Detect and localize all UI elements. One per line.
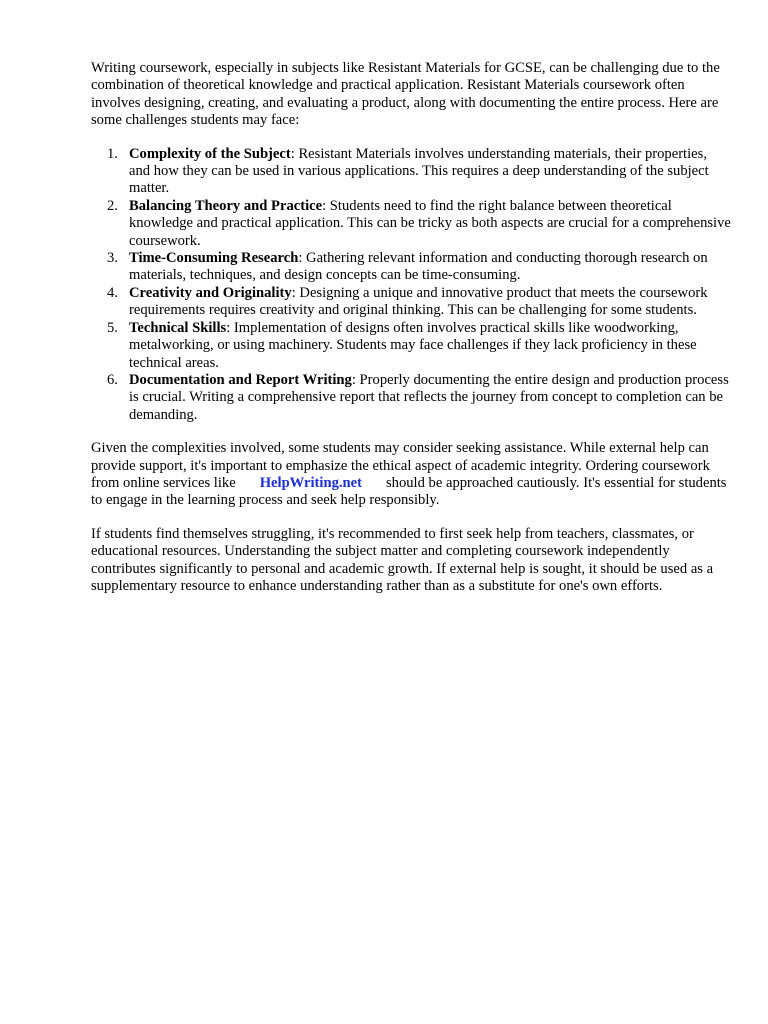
document-page <box>91 60 731 595</box>
challenges-list <box>91 146 731 425</box>
list-item-text: Students need to find the right balance between theoretical knowledge and practical application. This can be tricky as both aspects are crucial for a comprehensive coursework. <box>129 197 731 249</box>
list-item-number: 1. <box>107 145 118 162</box>
list-item-title: Creativity and Originality <box>129 284 292 301</box>
list-item <box>91 198 731 250</box>
assistance-paragraph <box>91 440 731 510</box>
list-item-number: 2. <box>107 197 118 214</box>
list-item-separator: : <box>291 284 296 301</box>
list-item-text: Properly documenting the entire design and production process is crucial. Writing a comprehensive report that reflects the journey from concept to completion can be demanding. <box>129 371 729 423</box>
list-item-number: 6. <box>107 371 118 388</box>
recommendation-paragraph: If students find themselves struggling, it's recommended to first seek help from teachers, classmates, or educational resources. Understanding the subject matter and completing coursework independently contributes significantly to personal and academic growth. If external help is sought, it should be used as a supplementary resource to enhance understanding rather than as a substitute for one's own efforts. <box>91 525 714 594</box>
list-item-separator: : <box>226 319 231 336</box>
list-item-title: Technical Skills <box>129 319 227 336</box>
list-item-separator: : <box>322 197 327 214</box>
list-item-number: 4. <box>107 284 118 301</box>
helpwriting-link[interactable]: HelpWriting.net <box>259 474 362 491</box>
list-item <box>91 285 731 320</box>
list-item-separator: : <box>298 250 303 267</box>
list-item-text: Gathering relevant information and conducting thorough research on materials, techniques, and design concepts can be time-consuming. <box>129 250 708 284</box>
list-item-number: 3. <box>107 250 118 267</box>
list-item-title: Time-Consuming Research <box>129 250 299 267</box>
list-item <box>91 372 731 424</box>
list-item-title: Documentation and Report Writing <box>129 371 352 388</box>
list-item <box>91 320 731 372</box>
list-item-separator: : <box>290 145 295 162</box>
assistance-text-before-link: Given the complexities involved, some students may consider seeking assistance. While external help can provide support, it's important to emphasize the ethical aspect of academic integrity. Ordering coursework from online services like <box>91 440 710 491</box>
list-item <box>91 250 731 285</box>
list-item-text: Designing a unique and innovative product that meets the coursework requirements requires creativity and original thinking. This can be challenging for some students. <box>129 284 708 319</box>
list-item-text: Resistant Materials involves understanding materials, their properties, and how they can be used in various applications. This requires a deep understanding of the subject matter. <box>129 145 709 197</box>
list-item-separator: : <box>351 371 356 388</box>
list-item-number: 5. <box>107 319 118 336</box>
list-item-title: Balancing Theory and Practice <box>129 197 323 214</box>
list-item <box>91 146 731 198</box>
intro-paragraph: Writing coursework, especially in subjects like Resistant Materials for GCSE, can be challenging due to the combination of theoretical knowledge and practical application. Resistant Materials coursework often involves designing, creating, and evaluating a product, along with documenting the entire process. Here are some challenges students may face: <box>91 60 720 129</box>
list-item-title: Complexity of the Subject <box>129 145 291 162</box>
list-item-text: Implementation of designs often involves practical skills like woodworking, metalworking, or using machinery. Students may face challenges if they lack proficiency in these technical areas. <box>129 319 697 371</box>
assistance-text-after-link: should be approached cautiously. It's essential for students to engage in the learning process and seek help responsibly. <box>91 474 727 509</box>
